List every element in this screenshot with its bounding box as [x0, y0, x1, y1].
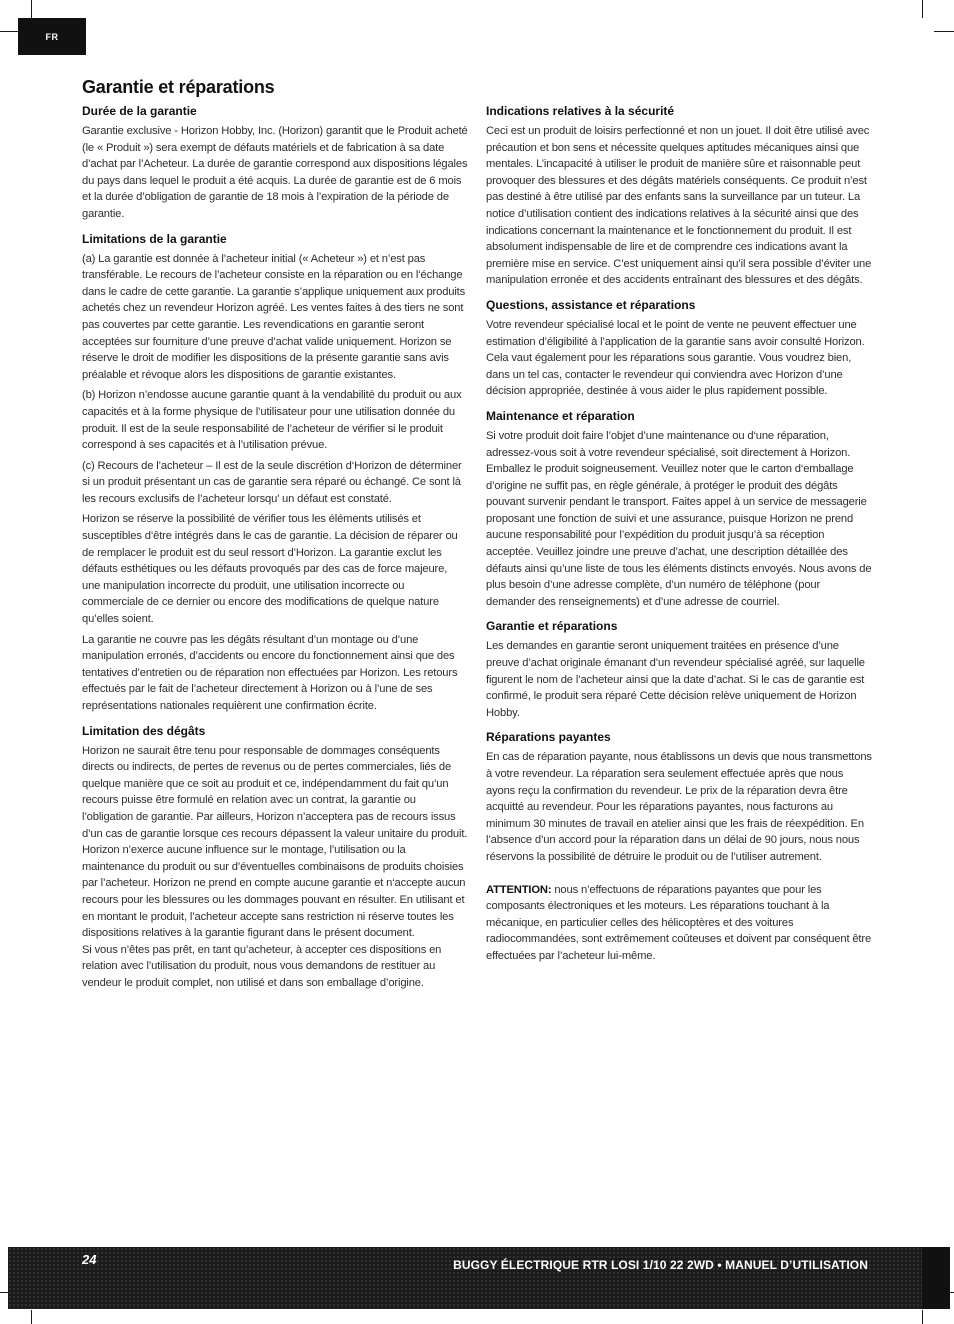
crop-mark-bottom-left-v — [31, 1310, 32, 1324]
crop-mark-top-left-h — [0, 31, 18, 32]
paragraph-degats-2: Si vous n’êtes pas prêt, en tant qu’acheteur, à accepter ces dispositions en relation avec l’utilisation du produit, nous vous demandons de restituer au vendeur le produit complet, non utilisé et dans son emballage d’origine. — [82, 943, 442, 989]
page-number: 24 — [82, 1252, 97, 1267]
paragraph-garantie: Les demandes en garantie seront uniquement traitées en présence d’une preuve d’achat originale émanant d’un revendeur spécialisé agréé, sur laquelle figurent le nom de l’acheteur ainsi que la date d’achat. Si le cas de garantie est confirmé, le produit sera réparé Cette décision relève uniquement de Horizon Hobby. — [486, 640, 865, 719]
crop-mark-top-right-h — [934, 31, 954, 32]
heading-maintenance: Maintenance et réparation — [486, 408, 635, 423]
left-column — [82, 103, 468, 996]
paragraph-maintenance: Si votre produit doit faire l’objet d’une maintenance ou d‘une réparation, adressez-vous soit à votre revendeur spécialisé, soit directement à Horizon. Emballez le produit soigneusement. Veuillez noter que le carton d‘emballage d’origine ne suffit pas, en règle générale, à protéger le produit des dégâts pouvant survenir pendant le transport. Faites appel à un service de messagerie proposant une fonction de suivi et une assurance, puisque Horizon ne prend aucune responsabilité pour l’expédition du produit jusqu’à sa réception acceptée. Veuillez joindre une preuve d’achat, une description détaillée des défauts ainsi qu’une liste de tous les éléments distincts envoyés. Nous avons de plus besoin d’une adresse complète, d’un numéro de téléphone (pour demander des renseignements) et d’une adresse de courriel. — [486, 429, 872, 608]
crop-mark-bottom-right-v — [922, 1310, 923, 1324]
paragraph-limitations-1: Horizon se réserve la possibilité de vérifier tous les éléments utilisés et susceptibles d’être intégrés dans le cas de garantie. La décision de réparer ou de remplacer le produit est du seul ressort d’Horizon. La garantie exclut les défauts esthétiques ou les défauts provoqués par des cas de force majeure, une manipulation incorrecte du produit, une utilisation incorrecte ou commerciale de ce dernier ou encore des modifications de quelque nature qu’elles soient. — [82, 513, 458, 626]
paragraph-limitations-2: La garantie ne couvre pas les dégâts résultant d’un montage ou d’une manipulation erronés, d’accidents ou encore du fonctionnement ainsi que des tentatives d’entretien ou de réparation non effectuées par Horizon. Les retours effectués par le fait de l’acheteur directement à Horizon ou à l’une de ses représentations nationales requièrent une confirmation écrite. — [82, 633, 458, 712]
attention-label: ATTENTION: — [486, 883, 552, 896]
paragraph-attention — [486, 882, 872, 965]
paragraph-degats-1: Horizon ne saurait être tenu pour responsable de dommages conséquents directs ou indirects, de pertes de revenus ou de pertes commerciales, liés de quelque manière que ce soit au produit et ce, indépendamment du fait qu’un recours puisse être formulé en relation avec un contrat, la garantie ou l’obligation de garantie. Par ailleurs, Horizon n’acceptera pas de recours issus d’un cas de garantie lorsque ces recours dépassent la valeur unitaire du produit. Horizon n’exerce aucune influence sur le montage, l’utilisation ou la maintenance du produit ou sur d’éventuelles combinaisons de produits choisies par l’acheteur. Horizon ne prend en compte aucune garantie et n‘accepte aucun recours pour les blessures ou les dommages pouvant en résulter. En utilisant et en montant le produit, l’acheteur accepte sans restriction ni réserve toutes les dispositions relatives à la garantie figurant dans le présent document. — [82, 744, 468, 940]
paragraph-payantes: En cas de réparation payante, nous établissons un devis que nous transmettons à votre revendeur. La réparation sera seulement effectuée après que nous ayons reçu la confirmation du revendeur. Le prix de la réparation devra être acquitté au revendeur. Pour les réparations payantes, nous facturons au minimum 30 minutes de travail en atelier ainsi que les frais de réexpédition. En l’absence d’un accord pour la réparation dans un délai de 90 jours, nous nous réservons la possibilité de détruire le produit ou de l’utiliser autrement. — [486, 751, 872, 863]
crop-mark-top-right-v — [922, 0, 923, 18]
heading-limitations: Limitations de la garantie — [82, 231, 227, 246]
heading-payantes: Réparations payantes — [486, 730, 611, 745]
right-column — [486, 103, 872, 969]
language-tab: FR — [18, 18, 86, 55]
manual-title: BUGGY ÉLECTRIQUE RTR LOSI 1/10 22 2WD • MANUEL D’UTILISATION — [453, 1258, 868, 1272]
page-title: Garantie et réparations — [82, 77, 275, 97]
heading-degats: Limitation des dégâts — [82, 723, 206, 738]
paragraph-questions: Votre revendeur spécialisé local et le point de vente ne peuvent effectuer une estimation d’éligibilité à l’application de la garantie sans avoir consulté Horizon. Cela vaut également pour les réparations sous garantie. Vous voudrez bien, dans un tel cas, contacter le revendeur qui conviendra avec Horizon d’une décision appropriée, destinée à vous aider le plus rapidement possible. — [486, 318, 865, 398]
heading-garantie: Garantie et réparations — [486, 619, 618, 634]
paragraph-limitations-a: (a) La garantie est donnée à l’acheteur initial (« Acheteur ») et n’est pas transférable. Le recours de l’acheteur consiste en la réparation ou en l‘échange dans le cadre de cette garantie. La garantie s’applique uniquement aux produits achetés chez un revendeur Horizon agréé. Les ventes faites à des tiers ne sont pas couvertes par cette garantie. Les revendications en garantie seront acceptées sur fourniture d’une preuve d’achat valide uniquement. Horizon se réserve le droit de modifier les dispositions de la présente garantie sans avis préalable et révoque alors les dispositions de garantie existantes. — [82, 252, 466, 381]
heading-duree: Durée de la garantie — [82, 104, 197, 118]
footer-end-block — [922, 1247, 950, 1309]
paragraph-limitations-b: (b) Horizon n’endosse aucune garantie quant à la vendabilité du produit ou aux capacités et à la forme physique de l’utilisateur pour une utilisation donnée du produit. Il est de la seule responsabilité de l’acheteur de vérifier si le produit correspond à ses capacités et à l’utilisation prévue. — [82, 389, 462, 452]
attention-text: nous n’effectuons de réparations payantes que pour les composants électroniques et les moteurs. Les réparations touchant à la mécanique, en particulier celles des hélicoptères et des voitures radiocommandées, sont extrêmement coûteuses et doivent par conséquent être effectuées par l’acheteur lui-même. — [486, 883, 872, 962]
crop-mark-top-left-v — [31, 0, 32, 18]
paragraph-duree: Garantie exclusive - Horizon Hobby, Inc. (Horizon) garantit que le Produit acheté (le « Produit ») sera exempt de défauts matériels et de fabrication à sa date d’achat par l’Acheteur. La durée de garantie correspond aux dispositions légales du pays dans lequel le produit a été acquis. La durée de garantie est de 6 mois et la durée d’obligation de garantie de 18 mois à l’expiration de la période de garantie. — [82, 125, 468, 220]
heading-securite: Indications relatives à la sécurité — [486, 104, 675, 118]
paragraph-securite: Ceci est un produit de loisirs perfectionné et non un jouet. Il doit être utilisé avec précaution et bon sens et nécessite quelques aptitudes mécaniques ainsi que mentales. L’incapacité à utiliser le produit de manière sûre et raisonnable peut provoquer des blessures et des dégâts matériels conséquents. Ce produit n’est pas destiné à être utilisé par des enfants sans la surveillance par un tuteur. La notice d’utilisation contient des indications relatives à la sécurité ainsi que des indications concernant la maintenance et le fonctionnement du produit. Il est absolument indispensable de lire et de comprendre ces indications avant la première mise en service. C’est uniquement ainsi qu’il sera possible d’éviter une manipulation erronée et des accidents entraînant des blessures et des dégâts. — [486, 125, 872, 287]
paragraph-limitations-c: (c) Recours de l’acheteur – Il est de la seule discrétion d‘Horizon de déterminer si un produit présentant un cas de garantie sera réparé ou échangé. Ce sont là les recours exclusifs de l’acheteur lorsqu’ un défaut est constaté. — [82, 459, 462, 505]
footer-bar — [8, 1247, 950, 1309]
heading-questions: Questions, assistance et réparations — [486, 297, 696, 312]
